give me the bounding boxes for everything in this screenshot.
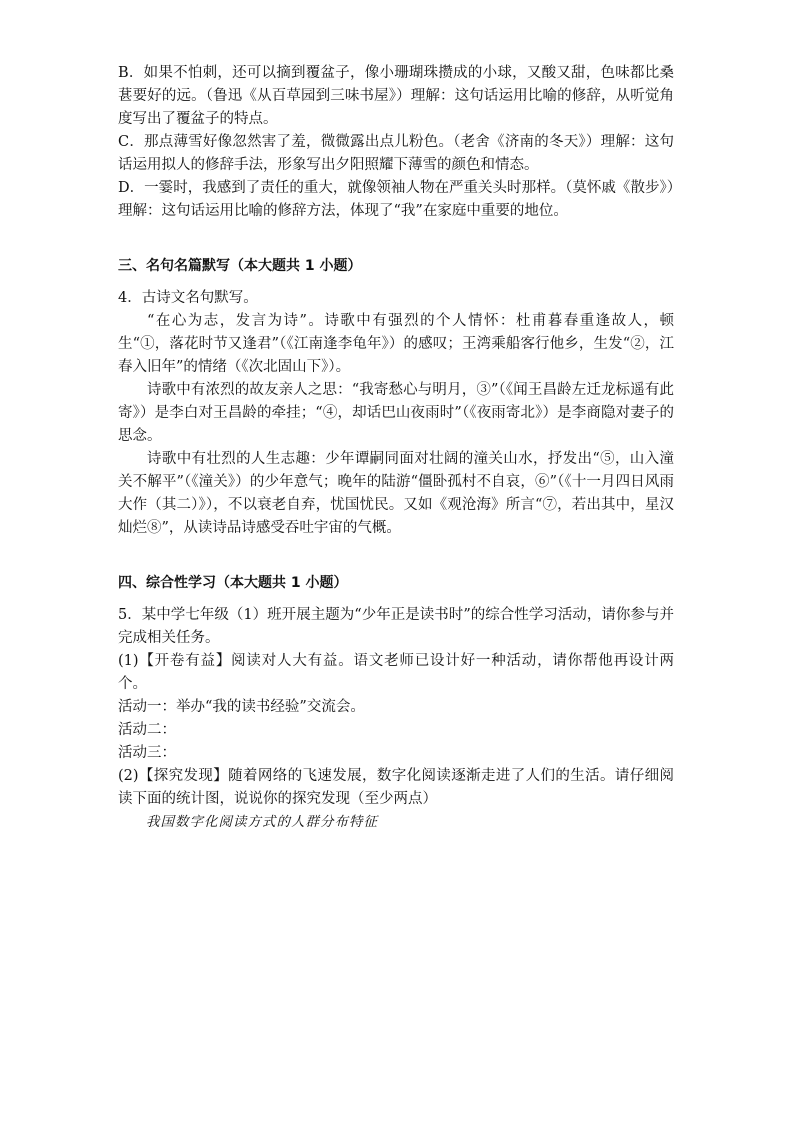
- section-4-title: 四、综合性学习（本大题共 1 小题）: [118, 575, 348, 591]
- activity-3: 活动三：: [118, 745, 176, 761]
- question-4-stem: 4．古诗文名句默写。: [118, 290, 258, 306]
- activity-1: 活动一：举办“我的读书经验”交流会。: [118, 699, 365, 715]
- section-3-title: 三、名句名篇默写（本大题共 1 小题）: [118, 258, 362, 274]
- document-page: [118, 62, 674, 834]
- option-d: D．一霎时，我感到了责任的重大，就像领袖人物在严重关头时那样。（莫怀戚《散步》）理解：这句话运用比喻的修辞方法，体现了“我”在家庭中重要的地位。: [118, 180, 674, 219]
- activity-2: 活动二：: [118, 722, 176, 738]
- sub-question-1: (1)【开卷有益】阅读对人大有益。语文老师已设计好一种活动，请你帮他再设计两个。: [118, 653, 674, 692]
- q4-paragraph-2: 诗歌中有浓烈的故友亲人之思：“我寄愁心与明月，③”（《闻王昌龄左迁龙标遥有此寄》）是李白对王昌龄的牵挂；“④，却话巴山夜雨时”（《夜雨寄北》）是李商隐对妻子的思念。: [118, 382, 674, 444]
- question-5-stem: 5．某中学七年级（1）班开展主题为“少年正是读书时”的综合性学习活动，请你参与并完成相关任务。: [118, 607, 674, 646]
- option-b: B．如果不怕刺，还可以摘到覆盆子，像小珊瑚珠攒成的小球，又酸又甜，色味都比桑葚要好的远。（鲁迅《从百草园到三味书屋》）理解：这句话运用比喻的修辞，从听觉角度写出了覆盆子的特点。: [118, 65, 674, 127]
- q4-paragraph-1: “在心为志，发言为诗”。诗歌中有强烈的个人情怀：杜甫暮春重逢故人，顿生“①，落花时节又逢君”（《江南逢李龟年》）的感叹；王湾乘船客行他乡，生发“②，江春入旧年”的情绪（《次北固山下》）。: [118, 313, 674, 375]
- q4-paragraph-3: 诗歌中有壮烈的人生志趣：少年谭嗣同面对壮阔的潼关山水，抒发出“⑤，山入潼关不解平”（《潼关》）的少年意气；晚年的陆游“僵卧孤村不自哀，⑥”（《十一月四日风雨大作（其二）》），不以衰老自弃，忧国忧民。又如《观沧海》所言“⑦，若出其中，星汉灿烂⑧”，从读诗品诗感受吞吐宇宙的气概。: [118, 451, 674, 536]
- option-c: C．那点薄雪好像忽然害了羞，微微露出点儿粉色。（老舍《济南的冬天》）理解：这句话运用拟人的修辞手法，形象写出夕阳照耀下薄雪的颜色和情态。: [118, 134, 674, 173]
- sub-question-2: (2)【探究发现】随着网络的飞速发展，数字化阅读逐渐走进了人们的生活。请仔细阅读下面的统计图，说说你的探究发现（至少两点）: [118, 768, 674, 807]
- chart-caption: 我国数字化阅读方式的人群分布特征: [146, 814, 378, 830]
